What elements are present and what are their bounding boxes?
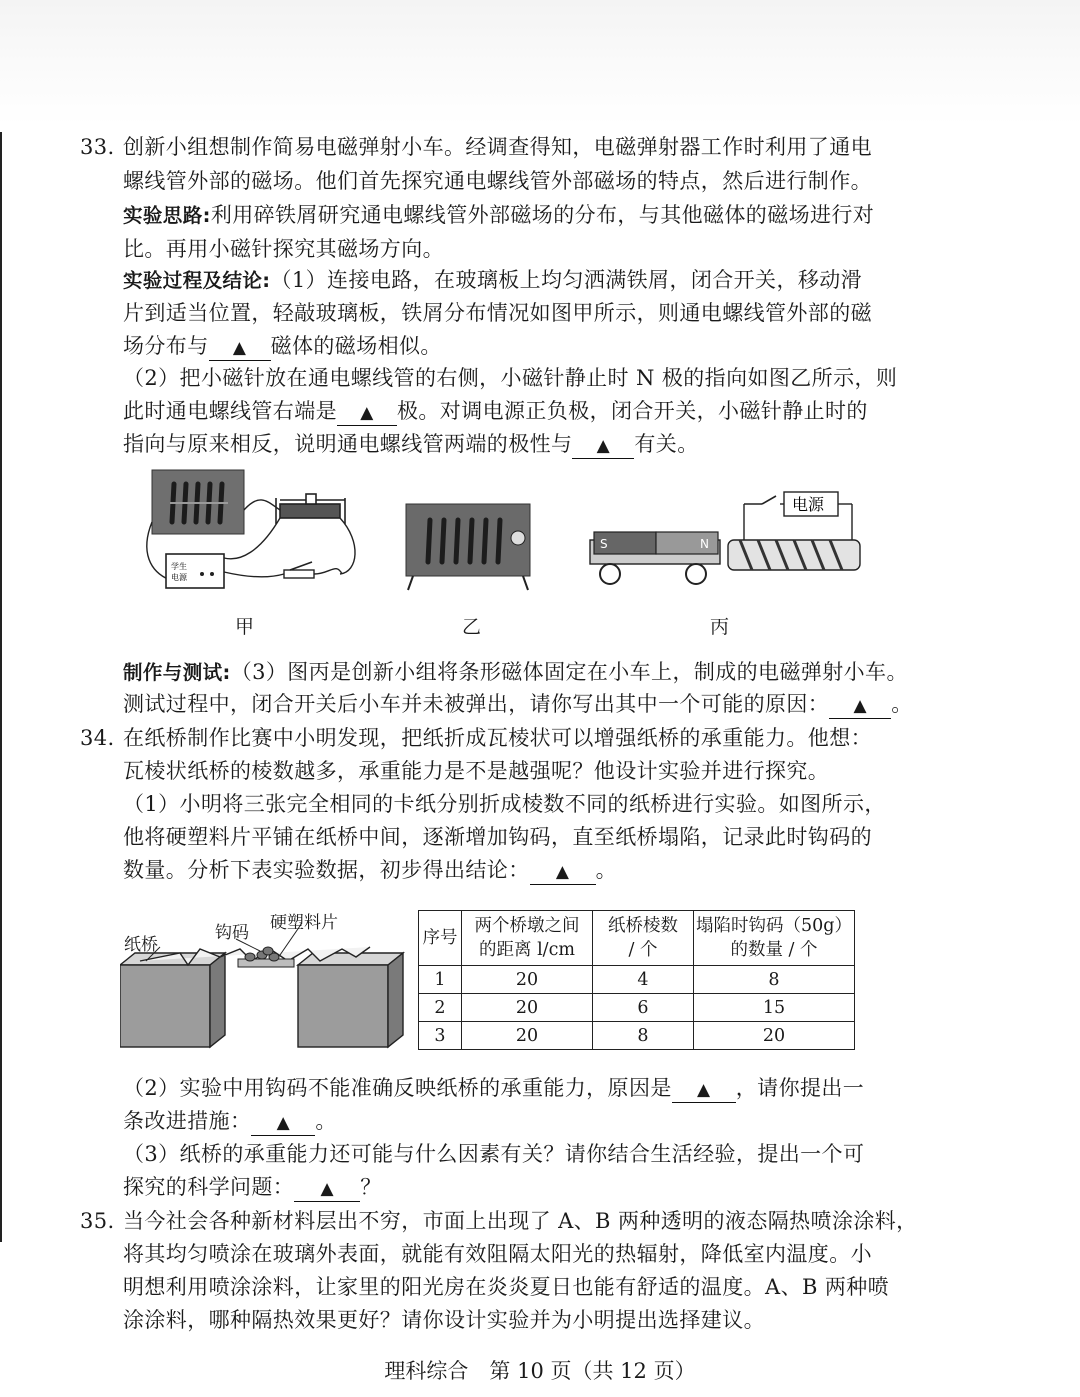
table-cell: 1 [419, 966, 462, 994]
q33-idea [123, 200, 874, 231]
answer-blank[interactable] [829, 692, 891, 719]
caption-yi: 乙 [462, 616, 482, 638]
q34-part1-3 [123, 855, 617, 885]
table-row [419, 1022, 855, 1050]
table-row [419, 966, 855, 994]
label-weight: 钩码 [215, 923, 249, 943]
answer-blank[interactable] [672, 1076, 736, 1103]
student-power-supply [166, 554, 224, 588]
text-fragment: 极。对调电源正负极，闭合开关，小磁针静止时的 [397, 399, 868, 423]
table-cell: 15 [694, 994, 855, 1022]
power-label-2: 电源 [171, 573, 187, 582]
table-cell: 20 [462, 1022, 593, 1050]
text-fragment: 数量。分析下表实验数据，初步得出结论： [123, 858, 530, 882]
answer-blank[interactable] [337, 399, 397, 426]
q33-number: 33. [80, 135, 115, 159]
text-fragment: 。 [891, 692, 913, 716]
header-text: 的距离 l/cm [479, 940, 575, 960]
solenoid-bing [728, 492, 860, 570]
q34-line-1: 在纸桥制作比赛中小明发现，把纸折成瓦棱状可以增强纸桥的承重能力。他想： [123, 726, 872, 750]
text-fragment: 有关。 [634, 432, 699, 456]
table-cell: 3 [419, 1022, 462, 1050]
text-fragment: 条改进措施： [123, 1109, 252, 1133]
answer-blank[interactable] [530, 858, 596, 885]
text-fragment: ，请你提出一 [735, 1076, 865, 1100]
text-fragment: 测试过程中，闭合开关后小车并未被弹出，请你写出其中一个可能的原因： [123, 692, 830, 716]
caption-bing: 丙 [710, 616, 730, 638]
q34-part1-1: （1）小明将三张完全相同的卡纸分别折成棱数不同的纸桥进行实验。如图所示， [123, 792, 886, 816]
header-text: 纸桥棱数 [608, 916, 678, 936]
q34-part2-1 [123, 1073, 864, 1103]
q33-make [123, 657, 908, 688]
table-header [593, 911, 694, 966]
table-cell: 20 [462, 966, 593, 994]
header-text: 塌陷时钩码（50g） [696, 916, 852, 936]
q33-process-2: 片到适当位置，轻敲玻璃板，铁屑分布情况如图甲所示，则通电螺线管外部的磁 [123, 301, 872, 325]
text-fragment: 探究的科学问题： [123, 1175, 295, 1199]
q35-line-4: 涂涂料，哪种隔热效果更好？请你设计实验并为小明提出选择建议。 [123, 1308, 765, 1332]
text-fragment: 。 [315, 1109, 337, 1133]
q33-make-2 [123, 689, 913, 719]
q35-line-3: 明想利用喷涂涂料，让家里的阳光房在炎炎夏日也能有舒适的温度。A、B 两种喷 [123, 1275, 890, 1299]
text-fragment: 。 [595, 858, 618, 882]
q34-part3-1: （3）纸桥的承重能力还可能与什么因素有关？请你结合生活经验，提出一个可 [123, 1142, 865, 1166]
label-bridge: 纸桥 [124, 935, 158, 955]
q33-part2-3 [123, 429, 699, 459]
answer-blank[interactable] [251, 1109, 315, 1136]
answer-blank[interactable] [572, 432, 634, 459]
text-fragment: 指向与原来相反，说明通电螺线管两端的极性与 [123, 432, 573, 456]
q35-line-1: 当今社会各种新材料层出不穷，市面上出现了 A、B 两种透明的液态隔热喷涂涂料， [123, 1209, 918, 1233]
q34-part2-2 [123, 1106, 337, 1136]
idea-label: 实验思路: [123, 204, 211, 227]
q33-part2-1: （2）把小磁针放在通电螺线管的右侧，小磁针静止时 N 极的指向如图乙所示，则 [123, 366, 898, 390]
table-cell: 4 [593, 966, 694, 994]
table-cell: 8 [593, 1022, 694, 1050]
table-header-row [419, 911, 855, 966]
answer-blank[interactable] [294, 1175, 360, 1202]
process-label: 实验过程及结论: [123, 269, 271, 292]
make-label: 制作与测试: [123, 661, 231, 684]
table-header [419, 911, 462, 966]
table-cell: 6 [593, 994, 694, 1022]
figure-bing-cart [590, 532, 720, 584]
table-header [462, 911, 593, 966]
caption-jia: 甲 [235, 616, 255, 638]
text-fragment: （2）实验中用钩码不能准确反映纸桥的承重能力，原因是 [123, 1076, 672, 1100]
q33-process-3 [123, 331, 442, 361]
experiment-table [418, 910, 855, 1050]
q34-line-2: 瓦棱状纸桥的棱数越多，承重能力是不是越强呢？他设计实验并进行探究。 [123, 759, 830, 783]
weights [245, 947, 279, 961]
text-fragment: 此时通电螺线管右端是 [123, 399, 337, 423]
header-text: 两个桥墩之间 [474, 916, 580, 936]
header-text: 序号 [422, 928, 458, 948]
q34-part3-2 [123, 1172, 382, 1202]
q33-line-2: 螺线管外部的磁场。他们首先探究通电螺线管外部磁场的特点，然后进行制作。 [123, 169, 872, 193]
table-cell: 20 [694, 1022, 855, 1050]
q33-idea-2: 比。再用小磁针探究其磁场方向。 [123, 237, 444, 261]
power-label-1: 学生 [171, 562, 187, 571]
header-text: / 个 [628, 940, 658, 960]
rheostat [276, 494, 345, 524]
table-row [419, 994, 855, 1022]
label-plastic: 硬塑料片 [270, 913, 338, 933]
top-scan-shade [0, 0, 1080, 125]
header-text: 的数量 / 个 [730, 940, 818, 960]
text-fragment: ？ [360, 1175, 382, 1199]
q35-line-2: 将其均匀喷涂在玻璃外表面，就能有效阻隔太阳光的热辐射，降低室内温度。小 [123, 1242, 872, 1266]
q34-number: 34. [80, 726, 115, 750]
figure-yi-compass [406, 504, 530, 590]
pier-left [120, 953, 225, 1047]
make-text: （3）图丙是创新小组将条形磁体固定在小车上，制成的电磁弹射小车。 [230, 660, 908, 684]
table-cell: 8 [694, 966, 855, 994]
switch-jia [284, 562, 342, 578]
power-source-label: 电源 [792, 495, 825, 514]
text-fragment: 场分布与 [123, 334, 209, 358]
table-cell: 20 [462, 994, 593, 1022]
idea-text: 利用碎铁屑研究通电螺线管外部磁场的分布，与其他磁体的磁场进行对 [210, 203, 875, 227]
q35-number: 35. [80, 1209, 115, 1233]
q33-part2-2 [123, 396, 868, 426]
pier-right [298, 953, 403, 1047]
table-header [694, 911, 855, 966]
q33-process [123, 265, 862, 296]
left-margin-rule [0, 132, 2, 1242]
q33-line-1: 创新小组想制作简易电磁弹射小车。经调查得知，电磁弹射器工作时利用了通电 [123, 135, 872, 159]
answer-blank[interactable] [209, 334, 271, 361]
text-fragment: 磁体的磁场相似。 [270, 334, 442, 358]
q34-part1-2: 他将硬塑料片平铺在纸桥中间，逐渐增加钩码，直至纸桥塌陷，记录此时钩码的 [123, 825, 872, 849]
q33-figures [140, 462, 920, 642]
figure-jia-iron-filings [152, 470, 244, 534]
pole-n-label: N [700, 537, 709, 551]
table-cell: 2 [419, 994, 462, 1022]
paper-bridge-figure [120, 905, 410, 1055]
pole-s-label: S [600, 537, 608, 551]
page-footer: 理科综合 第 10 页（共 12 页） [384, 1359, 696, 1383]
process-text: （1）连接电路，在玻璃板上均匀洒满铁屑，闭合开关，移动滑 [270, 268, 863, 292]
